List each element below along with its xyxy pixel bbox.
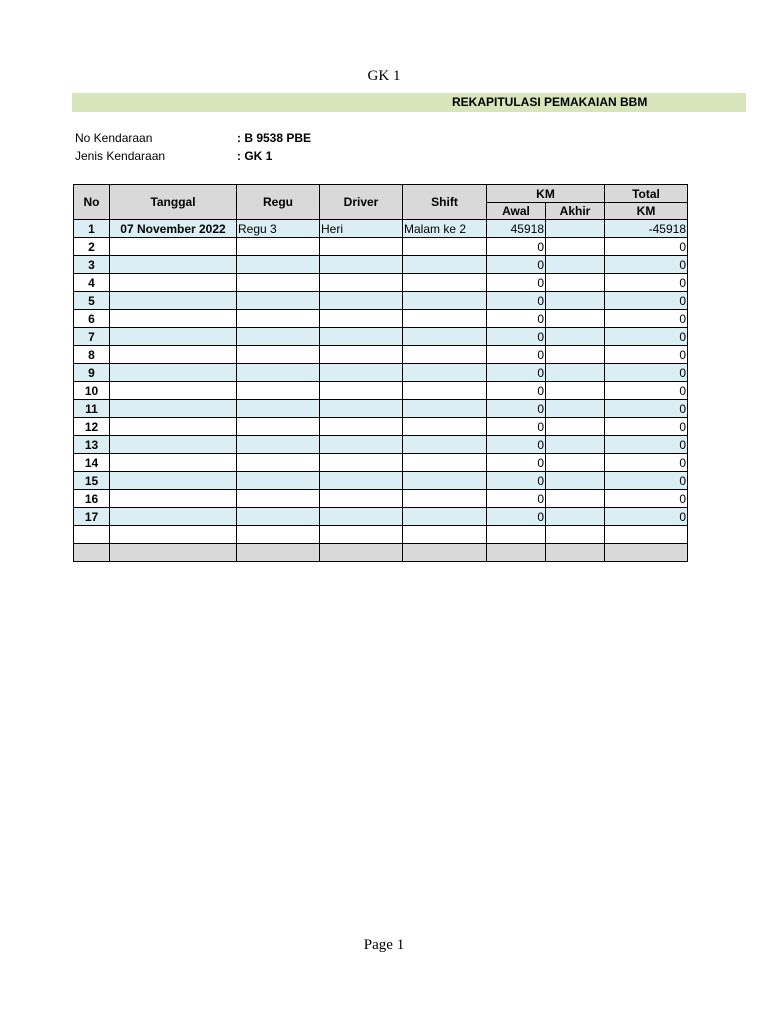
cell-awal: 0 [487, 310, 546, 328]
cell-no: 12 [74, 418, 110, 436]
cell-tanggal [110, 364, 237, 382]
table-row [74, 220, 688, 238]
cell-total: 0 [605, 292, 688, 310]
table-cell [605, 544, 688, 562]
cell-regu [237, 508, 320, 526]
cell-akhir [546, 346, 605, 364]
cell-no: 1 [74, 220, 110, 238]
cell-tanggal [110, 508, 237, 526]
cell-awal: 0 [487, 436, 546, 454]
table-cell [74, 526, 110, 544]
cell-total: 0 [605, 364, 688, 382]
cell-driver [320, 436, 403, 454]
table-row [74, 400, 688, 418]
cell-driver [320, 400, 403, 418]
cell-awal: 0 [487, 328, 546, 346]
cell-regu: Regu 3 [237, 220, 320, 238]
table-row [74, 508, 688, 526]
cell-shift: Malam ke 2 [403, 220, 487, 238]
table-row [74, 256, 688, 274]
header-tanggal: Tanggal [110, 185, 237, 220]
table-cell [546, 544, 605, 562]
cell-regu [237, 346, 320, 364]
table-row [74, 274, 688, 292]
table-row [74, 310, 688, 328]
table-row [74, 436, 688, 454]
cell-no: 17 [74, 508, 110, 526]
cell-shift [403, 328, 487, 346]
cell-akhir [546, 328, 605, 346]
cell-driver [320, 454, 403, 472]
cell-awal: 0 [487, 508, 546, 526]
cell-no: 6 [74, 310, 110, 328]
cell-no: 10 [74, 382, 110, 400]
cell-tanggal [110, 418, 237, 436]
cell-akhir [546, 292, 605, 310]
cell-akhir [546, 310, 605, 328]
table-cell [110, 526, 237, 544]
cell-akhir [546, 274, 605, 292]
cell-awal: 0 [487, 346, 546, 364]
cell-tanggal [110, 472, 237, 490]
table-row [74, 490, 688, 508]
cell-regu [237, 238, 320, 256]
cell-tanggal [110, 256, 237, 274]
cell-regu [237, 490, 320, 508]
no-kendaraan-value: : B 9538 PBE [237, 131, 312, 145]
header-regu: Regu [237, 185, 320, 220]
table-row [74, 346, 688, 364]
cell-regu [237, 400, 320, 418]
cell-tanggal [110, 436, 237, 454]
cell-shift [403, 274, 487, 292]
table-row [74, 382, 688, 400]
cell-awal: 0 [487, 454, 546, 472]
cell-akhir [546, 382, 605, 400]
cell-regu [237, 274, 320, 292]
cell-shift [403, 490, 487, 508]
table-cell [546, 526, 605, 544]
cell-driver [320, 418, 403, 436]
cell-total: 0 [605, 436, 688, 454]
cell-driver [320, 292, 403, 310]
table-cell [605, 526, 688, 544]
cell-regu [237, 292, 320, 310]
header-total-line1: Total [605, 185, 688, 203]
cell-tanggal [110, 346, 237, 364]
cell-akhir [546, 454, 605, 472]
table-row [74, 454, 688, 472]
cell-total: 0 [605, 238, 688, 256]
cell-awal: 45918 [487, 220, 546, 238]
cell-driver: Heri [320, 220, 403, 238]
cell-no: 2 [74, 238, 110, 256]
cell-awal: 0 [487, 238, 546, 256]
header-driver: Driver [320, 185, 403, 220]
table-row [74, 364, 688, 382]
cell-regu [237, 436, 320, 454]
table-cell [487, 544, 546, 562]
table-row [74, 238, 688, 256]
cell-total: 0 [605, 454, 688, 472]
cell-driver [320, 256, 403, 274]
table-cell [403, 544, 487, 562]
cell-tanggal: 07 November 2022 [110, 220, 237, 238]
cell-akhir [546, 508, 605, 526]
cell-tanggal [110, 274, 237, 292]
table-row-empty [74, 526, 688, 544]
cell-regu [237, 454, 320, 472]
cell-shift [403, 508, 487, 526]
cell-tanggal [110, 310, 237, 328]
cell-awal: 0 [487, 256, 546, 274]
cell-total: 0 [605, 274, 688, 292]
jenis-kendaraan-label: Jenis Kendaraan [75, 149, 166, 163]
cell-awal: 0 [487, 274, 546, 292]
cell-shift [403, 418, 487, 436]
cell-shift [403, 346, 487, 364]
cell-no: 16 [74, 490, 110, 508]
cell-tanggal [110, 292, 237, 310]
cell-total: 0 [605, 328, 688, 346]
cell-total: -45918 [605, 220, 688, 238]
cell-tanggal [110, 382, 237, 400]
cell-no: 11 [74, 400, 110, 418]
cell-total: 0 [605, 400, 688, 418]
cell-awal: 0 [487, 364, 546, 382]
cell-shift [403, 472, 487, 490]
table-cell [74, 544, 110, 562]
cell-driver [320, 238, 403, 256]
cell-no: 5 [74, 292, 110, 310]
cell-tanggal [110, 454, 237, 472]
cell-regu [237, 382, 320, 400]
cell-no: 3 [74, 256, 110, 274]
cell-awal: 0 [487, 400, 546, 418]
cell-regu [237, 256, 320, 274]
cell-driver [320, 382, 403, 400]
cell-total: 0 [605, 472, 688, 490]
table-cell [237, 544, 320, 562]
cell-awal: 0 [487, 418, 546, 436]
cell-shift [403, 382, 487, 400]
cell-total: 0 [605, 310, 688, 328]
cell-regu [237, 364, 320, 382]
cell-no: 4 [74, 274, 110, 292]
table-row [74, 328, 688, 346]
table-cell [403, 526, 487, 544]
rekap-body [74, 220, 688, 562]
cell-shift [403, 238, 487, 256]
cell-no: 14 [74, 454, 110, 472]
report-title: REKAPITULASI PEMAKAIAN BBM [452, 95, 648, 109]
header-total-line2: KM [605, 203, 688, 220]
cell-driver [320, 490, 403, 508]
page-footer: Page 1 [363, 937, 405, 953]
table-cell [487, 526, 546, 544]
header-shift: Shift [403, 185, 487, 220]
cell-shift [403, 364, 487, 382]
table-row-footer [74, 544, 688, 562]
cell-no: 15 [74, 472, 110, 490]
cell-akhir [546, 238, 605, 256]
cell-awal: 0 [487, 292, 546, 310]
cell-driver [320, 346, 403, 364]
no-kendaraan-label: No Kendaraan [75, 131, 153, 145]
cell-akhir [546, 418, 605, 436]
cell-driver [320, 472, 403, 490]
table-cell [237, 526, 320, 544]
cell-awal: 0 [487, 382, 546, 400]
cell-total: 0 [605, 382, 688, 400]
cell-tanggal [110, 400, 237, 418]
cell-driver [320, 364, 403, 382]
cell-akhir [546, 256, 605, 274]
header-akhir: Akhir [546, 203, 605, 220]
cell-tanggal [110, 328, 237, 346]
cell-akhir [546, 436, 605, 454]
cell-driver [320, 328, 403, 346]
cell-akhir [546, 364, 605, 382]
cell-shift [403, 454, 487, 472]
cell-shift [403, 436, 487, 454]
cell-total: 0 [605, 418, 688, 436]
cell-shift [403, 256, 487, 274]
cell-driver [320, 310, 403, 328]
cell-regu [237, 418, 320, 436]
cell-no: 7 [74, 328, 110, 346]
cell-driver [320, 274, 403, 292]
cell-total: 0 [605, 490, 688, 508]
cell-total: 0 [605, 256, 688, 274]
page-header: GK 1 [367, 68, 401, 84]
table-row [74, 292, 688, 310]
cell-awal: 0 [487, 490, 546, 508]
cell-regu [237, 472, 320, 490]
cell-tanggal [110, 238, 237, 256]
table-row [74, 472, 688, 490]
cell-total: 0 [605, 508, 688, 526]
jenis-kendaraan-value: : GK 1 [237, 149, 273, 163]
table-cell [320, 526, 403, 544]
cell-akhir [546, 490, 605, 508]
cell-shift [403, 400, 487, 418]
cell-akhir [546, 472, 605, 490]
rekap-table [73, 184, 688, 562]
cell-shift [403, 292, 487, 310]
table-row [74, 418, 688, 436]
cell-akhir [546, 400, 605, 418]
cell-regu [237, 310, 320, 328]
cell-shift [403, 310, 487, 328]
cell-no: 9 [74, 364, 110, 382]
cell-total: 0 [605, 346, 688, 364]
cell-driver [320, 508, 403, 526]
table-cell [110, 544, 237, 562]
cell-no: 13 [74, 436, 110, 454]
header-km: KM [487, 185, 605, 203]
cell-regu [237, 328, 320, 346]
cell-no: 8 [74, 346, 110, 364]
table-cell [320, 544, 403, 562]
header-no: No [74, 185, 110, 220]
title-band [72, 93, 746, 112]
cell-awal: 0 [487, 472, 546, 490]
header-awal: Awal [487, 203, 546, 220]
cell-tanggal [110, 490, 237, 508]
cell-akhir [546, 220, 605, 238]
